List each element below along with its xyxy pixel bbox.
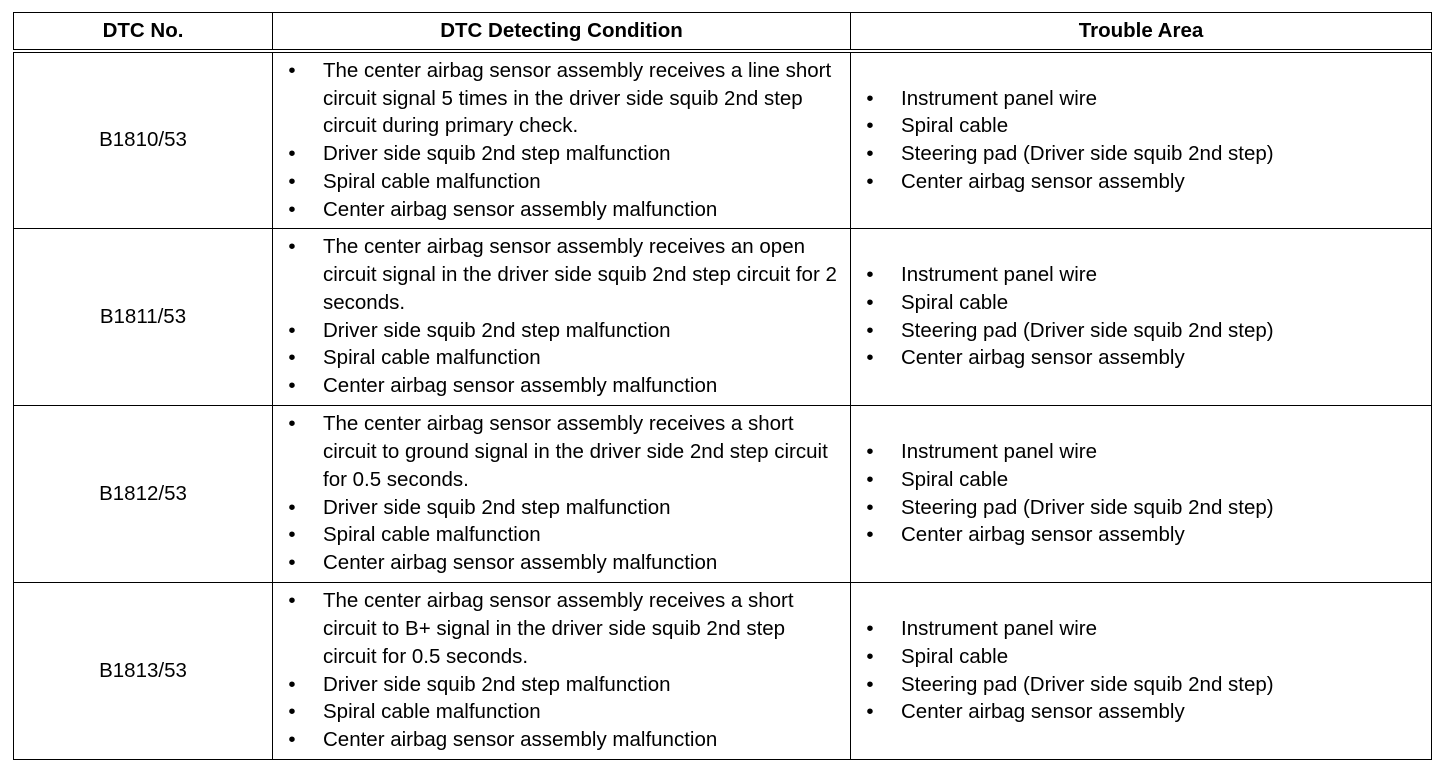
bullet-icon: • [288, 142, 296, 166]
bullet-icon: • [288, 551, 296, 575]
list-item [851, 317, 1425, 345]
table-row [14, 405, 1432, 582]
dtc-code: B1812/53 [14, 405, 273, 582]
bullet-icon: • [866, 318, 874, 342]
list-item [273, 168, 844, 196]
trouble-area-list [851, 438, 1425, 549]
bullet-icon: • [288, 58, 296, 82]
area-text: Steering pad (Driver side squib 2nd step) [901, 142, 1274, 166]
header-trouble-area: Trouble Area [851, 13, 1432, 52]
list-item [273, 698, 844, 726]
area-text: Center airbag sensor assembly [901, 523, 1185, 547]
bullet-icon: • [288, 672, 296, 696]
list-item [851, 140, 1425, 168]
dtc-code: B1810/53 [14, 51, 273, 228]
bullet-icon: • [866, 86, 874, 110]
list-item [273, 196, 844, 224]
trouble-area-cell [851, 582, 1432, 759]
header-condition: DTC Detecting Condition [273, 13, 851, 52]
list-item [273, 521, 844, 549]
condition-text: Driver side squib 2nd step malfunction [323, 495, 671, 519]
list-item [273, 57, 844, 140]
condition-cell [273, 582, 851, 759]
area-text: Instrument panel wire [901, 616, 1097, 640]
bullet-icon: • [866, 439, 874, 463]
area-text: Spiral cable [901, 290, 1009, 314]
list-item [851, 85, 1425, 113]
list-item [273, 317, 844, 345]
area-text: Steering pad (Driver side squib 2nd step) [901, 318, 1274, 342]
list-item [851, 643, 1425, 671]
condition-text: Driver side squib 2nd step malfunction [323, 672, 671, 696]
area-text: Spiral cable [901, 467, 1009, 491]
condition-text: Driver side squib 2nd step malfunction [323, 318, 671, 342]
condition-text: Spiral cable malfunction [323, 523, 541, 547]
bullet-icon: • [866, 142, 874, 166]
list-item [273, 671, 844, 699]
bullet-icon: • [866, 616, 874, 640]
bullet-icon: • [288, 170, 296, 194]
list-item [851, 466, 1425, 494]
list-item [851, 671, 1425, 699]
list-item [273, 726, 844, 754]
bullet-icon: • [288, 412, 296, 436]
area-text: Instrument panel wire [901, 86, 1097, 110]
bullet-icon: • [866, 495, 874, 519]
list-item [273, 587, 844, 670]
bullet-icon: • [866, 262, 874, 286]
list-item [851, 289, 1425, 317]
list-item [851, 168, 1425, 196]
condition-text: The center airbag sensor assembly receives an open circuit signal in the driver side squib 2nd step circuit for 2 seconds. [323, 235, 837, 314]
bullet-icon: • [288, 589, 296, 613]
trouble-area-list [851, 261, 1425, 372]
area-text: Steering pad (Driver side squib 2nd step) [901, 495, 1274, 519]
condition-cell [273, 51, 851, 228]
table-body [14, 51, 1432, 759]
trouble-area-list [851, 615, 1425, 726]
bullet-icon: • [866, 700, 874, 724]
bullet-icon: • [866, 672, 874, 696]
area-text: Spiral cable [901, 644, 1009, 668]
list-item [273, 140, 844, 168]
header-row [14, 13, 1432, 52]
trouble-area-cell [851, 228, 1432, 405]
header-dtc-no: DTC No. [14, 13, 273, 52]
list-item [851, 344, 1425, 372]
bullet-icon: • [288, 495, 296, 519]
list-item [851, 615, 1425, 643]
list-item [273, 494, 844, 522]
trouble-area-cell [851, 51, 1432, 228]
condition-text: Center airbag sensor assembly malfunction [323, 374, 718, 398]
table-row [14, 51, 1432, 228]
list-item [273, 233, 844, 316]
bullet-icon: • [866, 346, 874, 370]
bullet-icon: • [288, 523, 296, 547]
condition-text: Driver side squib 2nd step malfunction [323, 142, 671, 166]
list-item [273, 549, 844, 577]
dtc-code: B1811/53 [14, 228, 273, 405]
condition-cell [273, 228, 851, 405]
table-row [14, 228, 1432, 405]
trouble-area-list [851, 85, 1425, 196]
bullet-icon: • [288, 728, 296, 752]
bullet-icon: • [288, 346, 296, 370]
bullet-icon: • [866, 114, 874, 138]
condition-text: The center airbag sensor assembly receives a short circuit to ground signal in the driver side 2nd step circuit for 0.5 seconds. [323, 412, 828, 491]
condition-text: The center airbag sensor assembly receives a line short circuit signal 5 times in the driver side squib 2nd step circuit during primary check. [323, 58, 832, 138]
dtc-table [13, 12, 1432, 760]
list-item [851, 521, 1425, 549]
condition-text: Center airbag sensor assembly malfunction [323, 197, 718, 221]
condition-text: Spiral cable malfunction [323, 700, 541, 724]
area-text: Steering pad (Driver side squib 2nd step) [901, 672, 1274, 696]
condition-text: Center airbag sensor assembly malfunction [323, 728, 718, 752]
list-item [851, 112, 1425, 140]
dtc-code: B1813/53 [14, 582, 273, 759]
table-row [14, 582, 1432, 759]
bullet-icon: • [288, 374, 296, 398]
area-text: Instrument panel wire [901, 262, 1097, 286]
bullet-icon: • [866, 467, 874, 491]
bullet-icon: • [288, 197, 296, 221]
condition-list [273, 233, 844, 400]
list-item [851, 494, 1425, 522]
table-header [14, 13, 1432, 52]
bullet-icon: • [288, 235, 296, 259]
condition-list [273, 587, 844, 754]
bullet-icon: • [866, 644, 874, 668]
condition-text: The center airbag sensor assembly receives a short circuit to B+ signal in the driver side squib 2nd step circuit for 0.5 seconds. [323, 589, 794, 668]
condition-text: Center airbag sensor assembly malfunction [323, 551, 718, 575]
list-item [273, 344, 844, 372]
bullet-icon: • [866, 523, 874, 547]
bullet-icon: • [288, 318, 296, 342]
condition-list [273, 57, 844, 224]
condition-cell [273, 405, 851, 582]
list-item [273, 410, 844, 493]
condition-text: Spiral cable malfunction [323, 346, 541, 370]
area-text: Instrument panel wire [901, 439, 1097, 463]
bullet-icon: • [866, 170, 874, 194]
list-item [851, 438, 1425, 466]
area-text: Spiral cable [901, 114, 1009, 138]
condition-text: Spiral cable malfunction [323, 170, 541, 194]
list-item [851, 261, 1425, 289]
area-text: Center airbag sensor assembly [901, 700, 1185, 724]
list-item [273, 372, 844, 400]
bullet-icon: • [288, 700, 296, 724]
trouble-area-cell [851, 405, 1432, 582]
condition-list [273, 410, 844, 577]
area-text: Center airbag sensor assembly [901, 346, 1185, 370]
area-text: Center airbag sensor assembly [901, 170, 1185, 194]
bullet-icon: • [866, 290, 874, 314]
list-item [851, 698, 1425, 726]
